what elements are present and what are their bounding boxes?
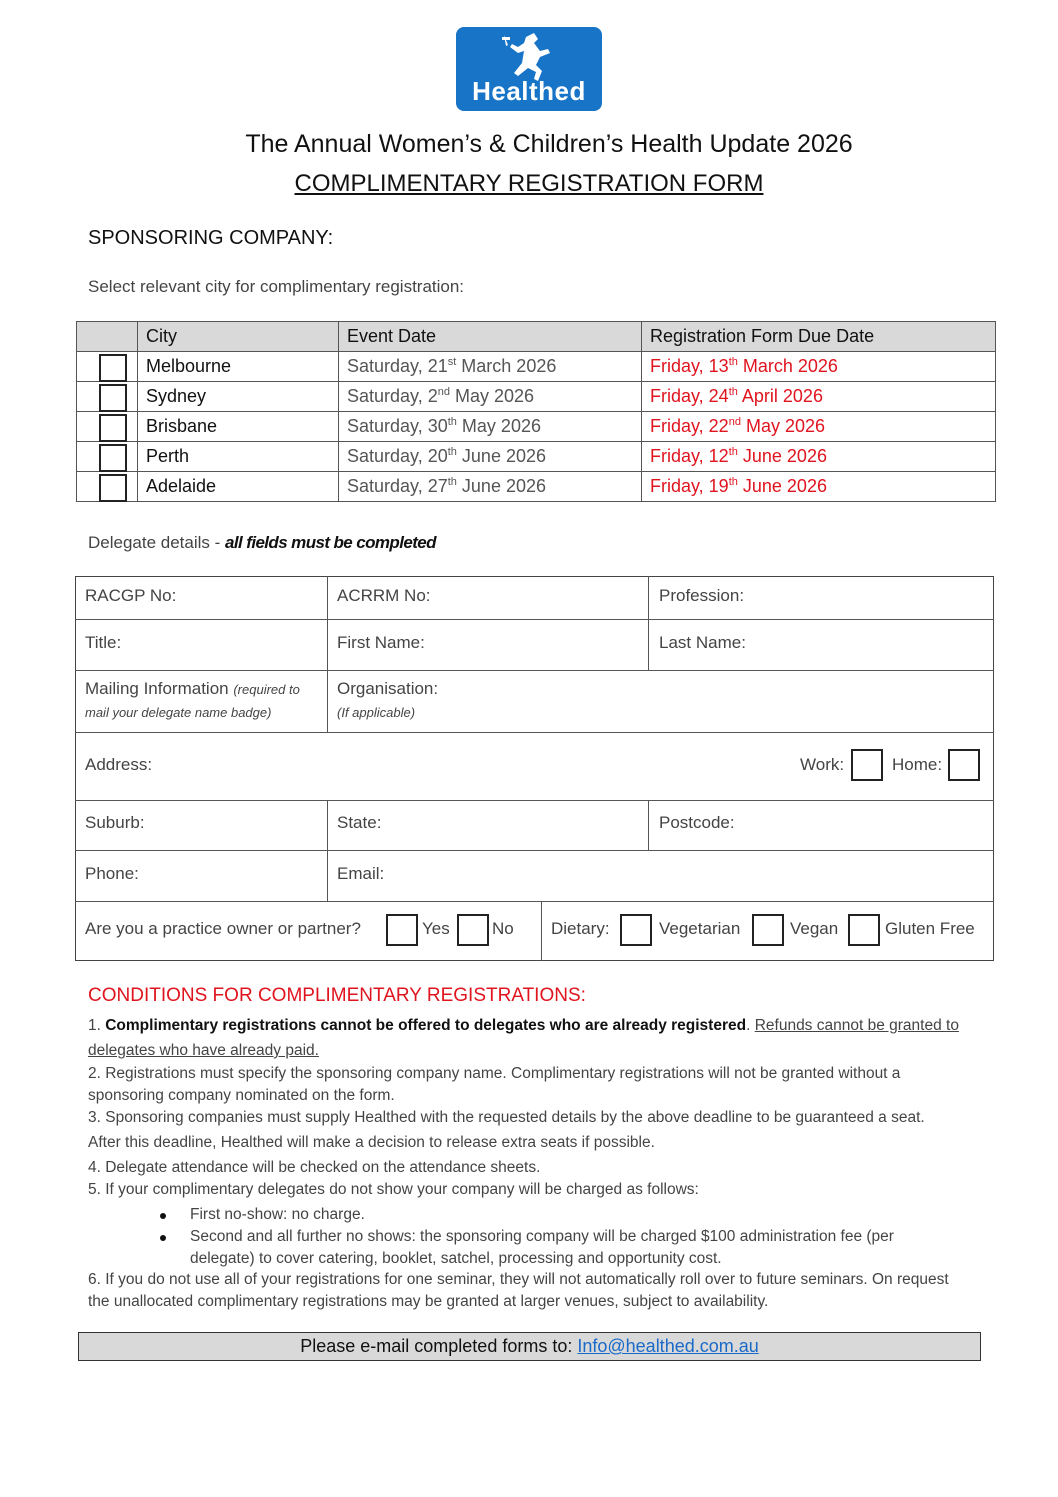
event-date: Saturday, 2nd May 2026 [339,382,642,412]
email-instructions-bar: Please e-mail completed forms to: Info@healthed.com.au [78,1332,981,1361]
racgp-field[interactable]: RACGP No: [85,586,177,605]
city-name: Sydney [138,382,339,412]
no-label: No [492,919,514,938]
table-row [77,442,996,472]
due-date: Friday, 13th March 2026 [642,352,996,382]
event-date: Saturday, 30th May 2026 [339,412,642,442]
acrrm-field[interactable]: ACRRM No: [337,586,431,605]
table-row [77,382,996,412]
city-checkbox-cell [77,412,138,442]
divider [75,800,994,801]
divider [327,576,328,732]
bullet-icon [160,1213,166,1219]
divider [75,850,994,851]
bullet-icon [160,1235,166,1241]
home-address-checkbox[interactable] [948,749,980,781]
divider [75,901,994,902]
state-field[interactable]: State: [337,813,382,832]
gluten-free-checkbox[interactable] [848,914,880,946]
address-field[interactable]: Address: [85,755,153,774]
due-date: Friday, 12th June 2026 [642,442,996,472]
city-checkbox-cell [77,352,138,382]
work-label: Work: [800,755,845,774]
last-name-field[interactable]: Last Name: [659,633,746,652]
phone-field[interactable]: Phone: [85,864,139,883]
email-link[interactable]: Info@healthed.com.au [577,1336,759,1356]
city-name: Brisbane [138,412,339,442]
divider [75,670,994,671]
divider [648,576,649,670]
healthed-logo [456,27,602,111]
condition-3a: 3. Sponsoring companies must supply Healthed with the requested details by the above deadline to be guaranteed a seat. [88,1109,925,1126]
organisation-field[interactable]: Organisation: [337,679,439,698]
owner-no-checkbox[interactable] [457,914,489,946]
city-column-header: City [138,322,339,352]
table-row [77,412,996,442]
city-checkbox-cell [77,382,138,412]
due-date: Friday, 22nd May 2026 [642,412,996,442]
mailing-information-label: Mailing Information (required to [85,679,300,698]
condition-1: 1. Complimentary registrations cannot be offered to delegates who are already registered. Refunds cannot be granted to delegates who have already paid. [88,1017,959,1059]
brisbane-checkbox[interactable] [99,414,127,442]
city-name: Melbourne [138,352,339,382]
form-title: COMPLIMENTARY REGISTRATION FORM [294,170,764,197]
vegan-checkbox[interactable] [752,914,784,946]
condition-4: 4. Delegate attendance will be checked on the attendance sheets. [88,1159,541,1176]
organisation-note: (If applicable) [337,705,416,720]
email-field[interactable]: Email: [337,864,385,883]
select-city-instructions: Select relevant city for complimentary registration: [88,277,465,296]
due-date: Friday, 24th April 2026 [642,382,996,412]
practice-owner-question: Are you a practice owner or partner? [85,919,361,938]
city-checkbox-cell [77,472,138,502]
due-date: Friday, 19th June 2026 [642,472,996,502]
home-label: Home: [892,755,943,774]
condition-5: 5. If your complimentary delegates do not show your company will be charged as follows: [88,1181,699,1198]
divider [541,901,542,961]
city-name: Adelaide [138,472,339,502]
city-checkbox-cell [77,442,138,472]
event-date-column-header: Event Date [339,322,642,352]
mailing-information-note: mail your delegate name badge) [85,705,272,720]
perth-checkbox[interactable] [99,444,127,472]
melbourne-checkbox[interactable] [99,354,127,382]
profession-field[interactable]: Profession: [659,586,745,605]
conditions-heading: CONDITIONS FOR COMPLIMENTARY REGISTRATIONS: [88,985,586,1006]
city-selection-table [76,321,996,502]
condition-2: 2. Registrations must specify the sponsoring company name. Complimentary registrations will not be granted without a sponsoring company nominated on the form. [88,1065,901,1104]
checkbox-column-header [77,322,138,352]
required-note: all fields must be completed [225,533,436,552]
event-date: Saturday, 20th June 2026 [339,442,642,472]
logo-wordmark: Healthed [472,76,586,106]
work-address-checkbox[interactable] [851,749,883,781]
event-date: Saturday, 27th June 2026 [339,472,642,502]
first-name-field[interactable]: First Name: [337,633,425,652]
event-title: The Annual Women’s & Children’s Health Update 2026 [245,130,853,158]
yes-label: Yes [422,919,450,938]
sydney-checkbox[interactable] [99,384,127,412]
condition-3b: After this deadline, Healthed will make a decision to release extra seats if possible. [88,1134,655,1151]
table-header-row [77,322,996,352]
postcode-field[interactable]: Postcode: [659,813,735,832]
delegate-details-label: Delegate details - all fields must be completed [88,533,436,552]
city-name: Perth [138,442,339,472]
divider [648,800,649,850]
event-date: Saturday, 21st March 2026 [339,352,642,382]
gluten-free-label: Gluten Free [885,919,975,938]
owner-yes-checkbox[interactable] [386,914,418,946]
vegan-label: Vegan [790,919,839,938]
divider [327,800,328,901]
due-date-column-header: Registration Form Due Date [642,322,996,352]
suburb-field[interactable]: Suburb: [85,813,145,832]
vegetarian-label: Vegetarian [659,919,741,938]
divider [75,732,994,733]
condition-5-bullet: Second and all further no shows: the sponsoring company will be charged $100 administration fee (per delegate) to cover catering, booklet, satchel, processing and opportunity cost. [190,1228,894,1267]
sponsoring-company-label: SPONSORING COMPANY: [88,227,334,249]
vegetarian-checkbox[interactable] [620,914,652,946]
table-row [77,352,996,382]
title-field[interactable]: Title: [85,633,122,652]
dietary-label: Dietary: [551,919,610,938]
condition-5-bullet: First no-show: no charge. [190,1206,365,1223]
adelaide-checkbox[interactable] [99,474,127,502]
divider [75,619,994,620]
table-row [77,472,996,502]
condition-6: 6. If you do not use all of your registrations for one seminar, they will not automatically roll over to future seminars. On request the unallocated complimentary registrations may be granted at larger venues, subject to availability. [88,1271,949,1310]
